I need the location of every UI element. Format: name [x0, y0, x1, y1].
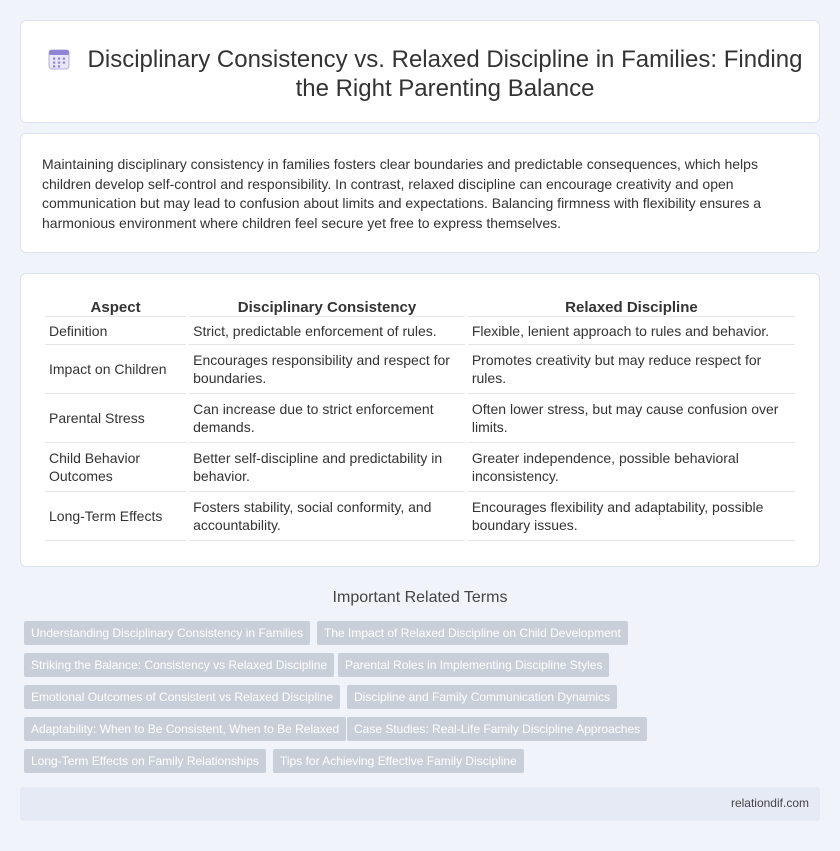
table-row	[45, 492, 795, 541]
table-cell-relaxed: Encourages flexibility and adaptability, possible boundary issues.	[468, 492, 795, 541]
related-term-link[interactable]: Striking the Balance: Consistency vs Relaxed Discipline	[24, 653, 334, 677]
related-term-link[interactable]: The Impact of Relaxed Discipline on Child Development	[317, 621, 628, 645]
table-cell-relaxed: Flexible, lenient approach to rules and behavior.	[468, 317, 795, 345]
site-name[interactable]: relationdif.com	[730, 796, 809, 810]
column-header-relaxed-discipline: Relaxed Discipline	[468, 295, 795, 317]
table-row	[45, 345, 795, 394]
related-term-link[interactable]: Adaptability: When to Be Consistent, When to Be Relaxed	[24, 717, 346, 741]
calendar-icon	[47, 47, 71, 71]
page-title: Disciplinary Consistency vs. Relaxed Discipline in Families: Finding the Right Parenting Balance	[87, 46, 803, 102]
related-term-link[interactable]: Parental Roles in Implementing Discipline Styles	[338, 653, 609, 677]
column-header-aspect: Aspect	[45, 295, 186, 317]
table-cell-consistency: Encourages responsibility and respect for boundaries.	[189, 345, 465, 394]
table-cell-consistency: Better self-discipline and predictability in behavior.	[189, 443, 465, 492]
table-cell-consistency: Strict, predictable enforcement of rules.	[189, 317, 465, 345]
column-header-disciplinary-consistency: Disciplinary Consistency	[189, 295, 465, 317]
table-cell-relaxed: Greater independence, possible behavioral inconsistency.	[468, 443, 795, 492]
table-cell-aspect: Long-Term Effects	[45, 492, 186, 541]
table-cell-consistency: Can increase due to strict enforcement demands.	[189, 394, 465, 443]
table-row	[45, 394, 795, 443]
related-term-link[interactable]: Case Studies: Real-Life Family Discipline Approaches	[347, 717, 647, 741]
intro-paragraph: Maintaining disciplinary consistency in families fosters clear boundaries and predictable consequences, which helps children develop self-control and responsibility. In contrast, relaxed discipline can encourage creativity and open communication but may lead to confusion about limits and expectations. Balancing firmness with flexibility ensures a harmonious environment where children feel secure yet free to express themselves.	[42, 156, 762, 231]
table-row	[45, 443, 795, 492]
footer	[20, 787, 820, 821]
table-cell-relaxed: Promotes creativity but may reduce respect for rules.	[468, 345, 795, 394]
related-term-link[interactable]: Tips for Achieving Effective Family Discipline	[273, 749, 524, 773]
table-header-row	[45, 295, 795, 317]
table-cell-aspect: Definition	[45, 317, 186, 345]
related-term-link[interactable]: Understanding Disciplinary Consistency in Families	[24, 621, 310, 645]
table-cell-consistency: Fosters stability, social conformity, and accountability.	[189, 492, 465, 541]
table-row	[45, 317, 795, 345]
table-cell-aspect: Parental Stress	[45, 394, 186, 443]
header-card	[20, 20, 820, 123]
related-terms-heading: Important Related Terms	[332, 589, 508, 606]
table-cell-relaxed: Often lower stress, but may cause confusion over limits.	[468, 394, 795, 443]
table-cell-aspect: Child Behavior Outcomes	[45, 443, 186, 492]
comparison-table-card	[20, 273, 820, 567]
related-term-link[interactable]: Long-Term Effects on Family Relationships	[24, 749, 266, 773]
table-cell-aspect: Impact on Children	[45, 345, 186, 394]
related-term-link[interactable]: Emotional Outcomes of Consistent vs Relaxed Discipline	[24, 685, 340, 709]
related-term-link[interactable]: Discipline and Family Communication Dynamics	[347, 685, 617, 709]
intro-card	[20, 133, 820, 253]
comparison-table	[42, 295, 798, 541]
